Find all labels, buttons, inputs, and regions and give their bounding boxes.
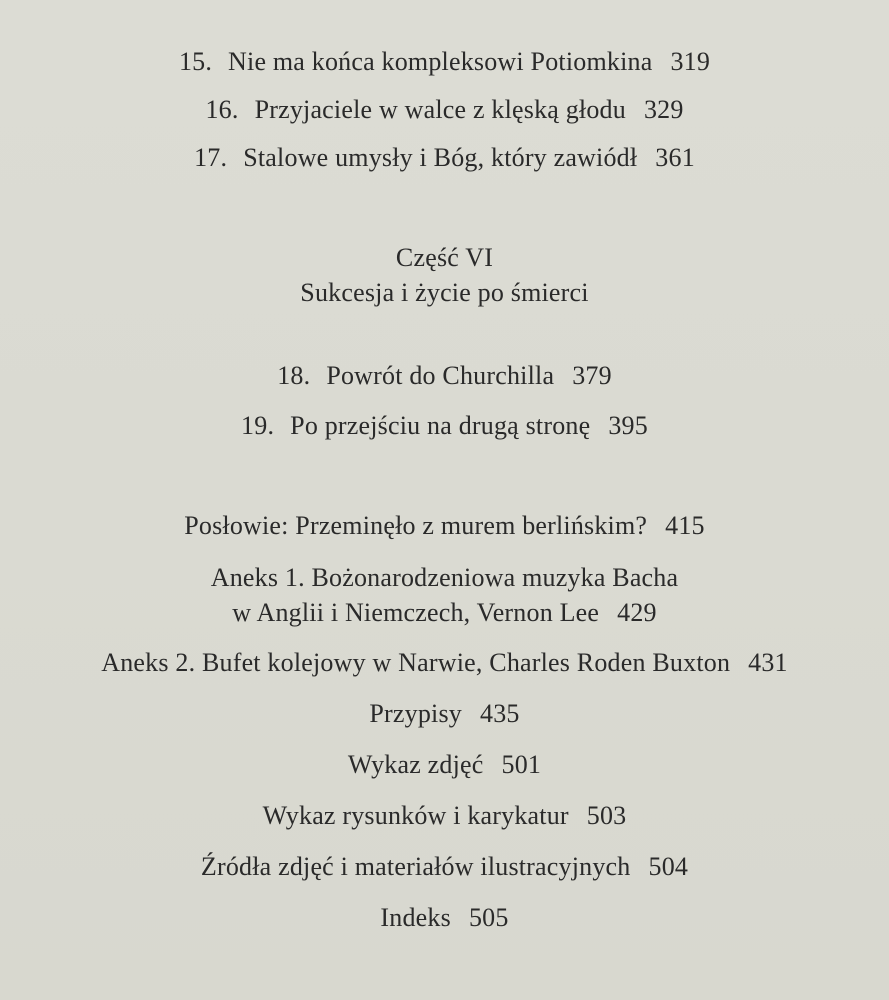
toc-entry-title: Aneks 1. Bożonarodzeniowa muzyka Bacha xyxy=(210,563,679,592)
toc-entry-page: 319 xyxy=(670,47,711,76)
toc-entry-number: 15. xyxy=(178,47,213,76)
toc-notes[interactable] xyxy=(0,698,889,730)
toc-entry-page: 395 xyxy=(608,411,648,440)
toc-entry-15[interactable] xyxy=(0,46,889,78)
toc-entry-page: 435 xyxy=(480,699,520,728)
toc-annex1-line2[interactable] xyxy=(0,597,889,629)
toc-entry-page: 501 xyxy=(501,750,542,779)
toc-entry-page: 504 xyxy=(648,852,689,881)
toc-annex1-line1[interactable] xyxy=(0,562,889,594)
toc-entry-title: Stalowe umysły i Bóg, który zawiódł xyxy=(243,143,638,172)
toc-entry-page: 503 xyxy=(586,801,627,830)
toc-entry-number: 17. xyxy=(194,143,228,172)
toc-entry-16[interactable] xyxy=(0,94,889,126)
toc-entry-title: Nie ma końca kompleksowi Potiomkina xyxy=(228,47,653,76)
toc-entry-page: 429 xyxy=(617,598,657,627)
toc-entry-title: Wykaz zdjęć xyxy=(347,750,484,779)
toc-entry-page: 361 xyxy=(655,143,695,172)
toc-entry-title: Powrót do Churchilla xyxy=(326,361,555,390)
toc-entry-19[interactable] xyxy=(0,410,889,442)
toc-annex2[interactable] xyxy=(0,647,889,679)
toc-sources[interactable] xyxy=(0,851,889,883)
toc-entry-title: Posłowie: Przeminęło z murem berlińskim? xyxy=(184,511,648,540)
toc-entry-title: Indeks xyxy=(380,903,451,932)
toc-entry-number: 18. xyxy=(277,361,311,390)
toc-entry-18[interactable] xyxy=(0,360,889,392)
toc-entry-title: Przypisy xyxy=(369,699,462,728)
toc-index[interactable] xyxy=(0,902,889,934)
toc-drawings-list[interactable] xyxy=(0,800,889,832)
toc-entry-page: 329 xyxy=(643,95,684,124)
toc-entry-title: Źródła zdjęć i materiałów ilustracyjnych xyxy=(200,852,631,881)
toc-entry-number: 19. xyxy=(241,411,275,440)
part-label: Część VI xyxy=(395,243,494,272)
toc-entry-number: 16. xyxy=(205,95,239,124)
toc-afterword[interactable] xyxy=(0,510,889,542)
toc-entry-title: Po przejściu na drugą stronę xyxy=(290,411,591,440)
toc-entry-page: 379 xyxy=(572,361,612,390)
toc-entry-page: 505 xyxy=(468,903,509,932)
toc-entry-title: Wykaz rysunków i karykatur xyxy=(262,801,569,830)
toc-entry-title: Aneks 2. Bufet kolejowy w Narwie, Charles Roden Buxton xyxy=(101,648,731,677)
toc-photo-list[interactable] xyxy=(0,749,889,781)
toc-entry-title: w Anglii i Niemczech, Vernon Lee xyxy=(232,598,600,627)
toc-entry-page: 415 xyxy=(665,511,705,540)
part-title: Sukcesja i życie po śmierci xyxy=(300,278,589,307)
toc-entry-title: Przyjaciele w walce z klęską głodu xyxy=(254,95,626,124)
toc-entry-17[interactable] xyxy=(0,142,889,174)
toc-entry-page: 431 xyxy=(748,648,788,677)
